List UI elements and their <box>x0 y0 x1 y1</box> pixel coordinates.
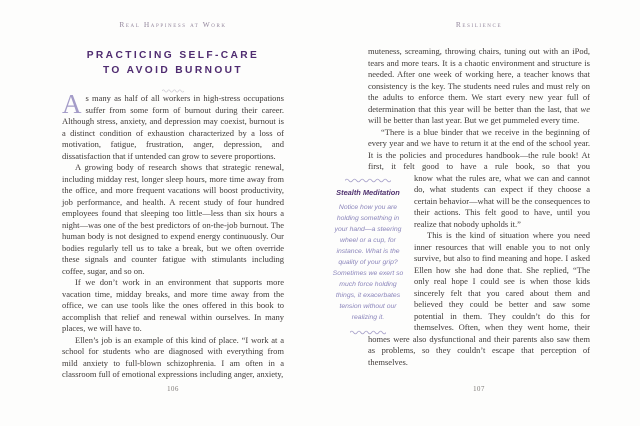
page-number-left: 106 <box>167 386 179 393</box>
squiggle-ornament-icon <box>62 81 284 89</box>
page-number-right: 107 <box>473 386 485 393</box>
paragraph: Ellen’s job is an example of this kind of place. “I work at a school for students who are diagnosed with everything from mild anxiety to full-blown schizophrenia. I am often in a classroom full of emotional expressions including anger, anxiety, <box>62 334 284 379</box>
paragraph: As many as half of all workers in high-stress occupations suffer from some form of burnout during their career. Although stress, anxiety, and depression may coexist, burnout is a distinct condition of exhaustion characterized by a loss of motivation, fatigue, frustration, anger, depression, and dissatisfaction that if untended can grow to severe proportions. <box>62 89 284 161</box>
running-head-left: Real Happiness at Work <box>119 20 227 29</box>
squiggle-ornament-icon <box>331 328 405 336</box>
right-page-body <box>332 46 590 368</box>
drop-cap: A <box>62 89 82 119</box>
running-head-right: Resilience <box>455 20 503 29</box>
paragraph: know what the rules are, what we can and cannot do, what students can expect if they choose a certain behavior—what will be the consequences to their actions. This felt good to have, until you realize that nobody upholds it.” <box>414 172 590 229</box>
chapter-title-line1: PRACTICING SELF-CARE <box>86 50 260 61</box>
left-page-body <box>62 89 284 381</box>
paragraph: “There is a blue binder that we receive in the beginning of every year and we have to return it at the end of the school year. It is the policies and procedures handbook—the rule book! At first, it felt good to have a rule book, so that you <box>368 126 590 171</box>
paragraph: muteness, screaming, throwing chairs, tuning out with an iPod, tears and more tears. It is a chaotic environment and structure is needed. After one week of working here, a teacher knows that consistency is the key. The students need rules and must rely on the adults to enforce them. We start every new year full of determination that this year will be better than the last, that we will be better than last year. But we get pummeled every time. <box>368 46 590 125</box>
paragraph: This is the kind of situation where you need inner resources that will enable you to not only survive, but also to find meaning and hope. I asked Ellen how she had done that. She replied, “The only real hope I could see is when those kids sincerely felt that you cared about them and believed they could be better and saw some potential in them. They couldn’t do this for themselves. Often, when they went home, their <box>414 230 590 332</box>
paragraph: A growing body of research shows that strategic renewal, including midday rest, longer sleep hours, more time away from the office, and more frequent vacations will boost productivity, job performance, and health. A recent study of four hundred employees found that sleeping too little—less than six hours a night—was one of the best predictors of on-the-job burnout. The human body is not designed to expend energy continuously. Our bodies regularly tell us to take a break, but we often override these signals and counter fatigue with stimulants including coffee, sugar, and so on. <box>62 162 284 276</box>
stealth-meditation-sidebar <box>331 176 405 336</box>
right-page <box>332 20 590 393</box>
left-page <box>62 20 284 393</box>
sidebar-wrap-region <box>332 172 590 334</box>
squiggle-ornament-icon <box>331 176 405 184</box>
paragraph: homes were also dysfunctional and their parents also saw them as problems, so they couldn’t escape that perception of themselves. <box>368 333 590 367</box>
italic-word: we <box>580 103 590 114</box>
sidebar-body: Notice how you are holding something in your hand—a steering wheel or a cup, for instance. What is the quality of your grip? Sometimes we exert so much force holding things, it exacerbates tension without our realizing it. <box>332 203 404 321</box>
sidebar-heading: Stealth Meditation <box>336 187 400 197</box>
chapter-title <box>62 48 284 78</box>
paragraph: If we don’t work in an environment that supports more vacation time, midday breaks, and more time away from the office, we can use tools like the ones offered in this book to accomplish that relief and renewal within ourselves. In many places, we will have to. <box>62 277 284 333</box>
chapter-title-line2: TO AVOID BURNOUT <box>102 65 244 76</box>
wrapped-text-column <box>414 173 590 334</box>
